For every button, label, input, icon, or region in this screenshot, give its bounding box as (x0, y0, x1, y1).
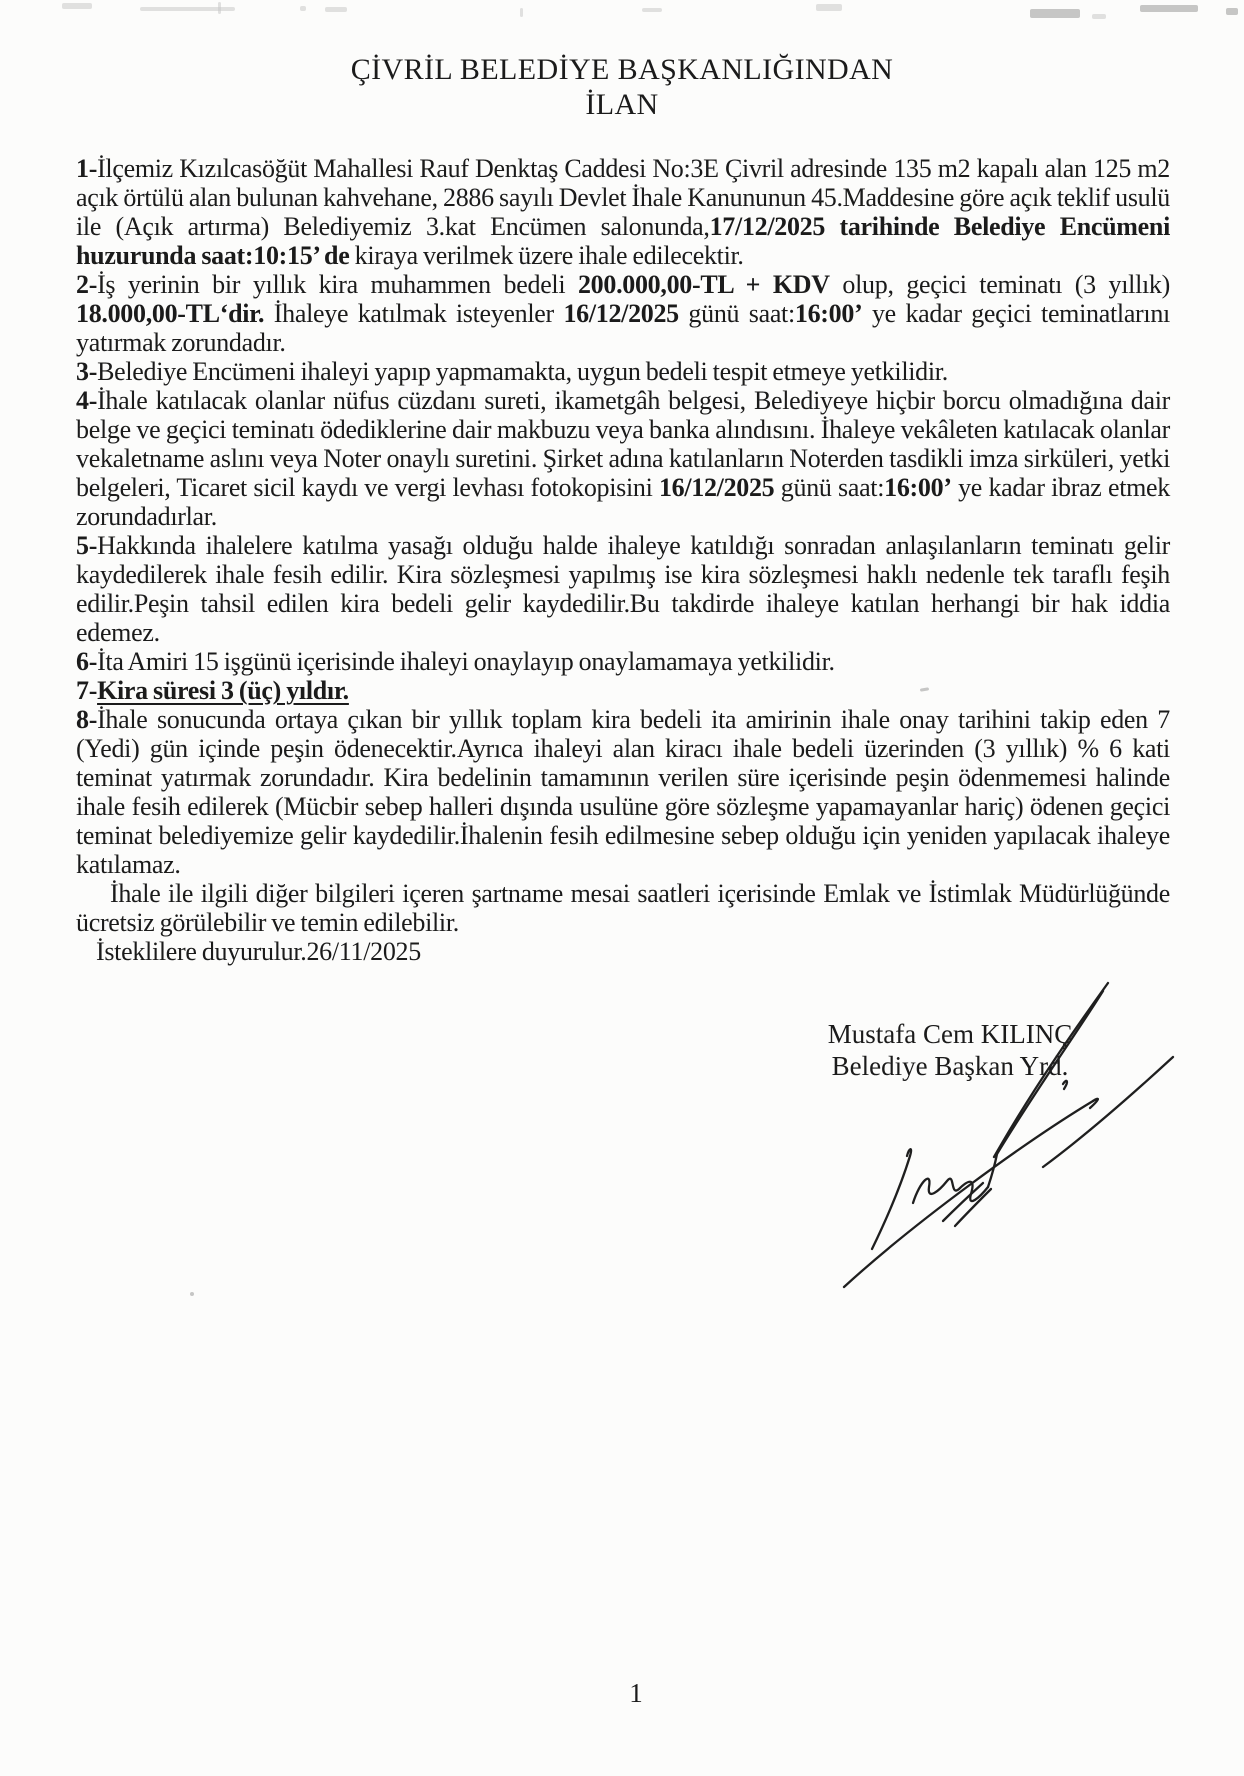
paragraph (76, 647, 1170, 676)
text-run: Belediye Encümeni ihaleyi yapıp yapmamakta, uygun bedeli tespit etmeye yetkilidir. (97, 357, 948, 386)
scan-artifact (816, 4, 842, 11)
paragraph (76, 531, 1170, 647)
scan-artifact (190, 1292, 194, 1296)
text-run: 200.000,00-TL + KDV (577, 270, 830, 299)
text-run: 17/12/2025 tarihinde Belediye Encümeni huzurunda saat:10:15’ de (76, 212, 1170, 270)
text-run: ye kadar ibraz etmek zorundadırlar. (76, 473, 1170, 531)
text-run: İlçemiz Kızılcasöğüt Mahallesi Rauf Denktaş Caddesi No:3E Çivril adresinde 135 m2 kapalı alan 125 m2 açık örtülü alan bulunan kahvehane, 2886 sayılı Devlet İhale Kanununun 45.Maddesine göre açık teklif usulü ile (Açık artırma) Belediyemiz 3.kat Encümen salonunda, (76, 154, 1170, 241)
text-run: İta Amiri 15 işgünü içerisinde ihaleyi onaylayıp onaylamamaya yetkilidir. (97, 647, 835, 676)
signatory-title: Belediye Başkan Yrd. (831, 1051, 1069, 1081)
document-body (76, 154, 1170, 966)
scan-artifact (1140, 5, 1198, 12)
text-run: günü saat: (774, 473, 885, 502)
text-run: günü saat: (678, 299, 795, 328)
text-run: 18.000,00-TL‘dir. (76, 299, 265, 328)
text-run: 1- (76, 154, 98, 183)
scan-artifact (642, 8, 662, 12)
signatory-name: Mustafa Cem KILINÇ (827, 1019, 1073, 1049)
text-run: Hakkında ihalelere katılma yasağı olduğu halde ihaleye katıldığı sonradan anlaşılanların teminatı gelir kaydedilerek ihale fesih edilir. Kira sözleşmesi yapılmış ise kira sözleşmesi haklı nedenle tek taraflı feşih edilir.Peşin tahsil edilen kira bedeli gelir kaydedilir.Bu takdirde ihaleye katılan herhangi bir hak iddia edemez. (76, 531, 1170, 647)
scan-artifact (1226, 8, 1238, 15)
text-run: 16/12/2025 (658, 473, 775, 502)
text-run: İş yerinin bir yıllık kira muhammen bedeli (97, 270, 578, 299)
text-run: İhaleye katılmak isteyenler (264, 299, 564, 328)
document-header (76, 52, 1168, 122)
text-run: kiraya verilmek üzere ihale edilecektir. (354, 241, 744, 270)
text-run: 7- (76, 676, 98, 705)
text-run: İhale sonucunda ortaya çıkan bir yıllık toplam kira bedeli ita amirinin ihale onay tarihini takip eden 7 (Yedi) gün içinde peşin ödenecektir.Ayrıca ihaleyi alan kiracı ihale bedeli üzerinden (3 yıllık) % 6 kati teminat yatırmak zorundadır. Kira bedelinin tamamının verilen süre içerisinde peşin ödenmemesi halinde ihale fesih edilerek (Mücbir sebep halleri dışında usulüne göre sözleşme yapamayanlar hariç) ödenen geçici teminat belediyemize gelir kaydedilir.İhalenin fesih edilmesine sebep olduğu için yeniden yapılacak ihaleye katılamaz. (76, 705, 1170, 879)
paragraph (76, 676, 1170, 705)
scan-artifact (300, 6, 306, 11)
paragraph (76, 879, 1170, 937)
text-run: Kira süresi 3 (üç) yıldır. (97, 676, 349, 705)
scan-artifact (1092, 14, 1106, 19)
scan-artifact (1030, 9, 1080, 18)
page-number: 1 (629, 1678, 643, 1708)
text-run: 8- (76, 705, 98, 734)
text-run: İhale ile ilgili diğer bilgileri içeren şartname mesai saatleri içerisinde Emlak ve İstimlak Müdürlüğünde ücretsiz görülebilir ve temin edilebilir. (76, 879, 1170, 937)
document-subtitle: İLAN (585, 88, 659, 121)
text-run: 16/12/2025 (563, 299, 679, 328)
handwritten-signature-icon (780, 950, 1200, 1310)
paragraph (76, 270, 1170, 357)
text-run: ye kadar geçici teminatlarını yatırmak zorundadır. (76, 299, 1170, 357)
paragraph (76, 705, 1170, 879)
text-run: 3- (76, 357, 98, 386)
scan-artifact (325, 7, 347, 12)
paragraph (76, 386, 1170, 531)
scan-artifact (218, 2, 221, 14)
document-title: ÇİVRİL BELEDİYE BAŞKANLIĞINDAN (350, 53, 894, 86)
text-run: olup, geçici teminatı (3 yıllık) (829, 270, 1170, 299)
text-run: İhale katılacak olanlar nüfus cüzdanı sureti, ikametgâh belgesi, Belediyeye hiçbir borcu olmadığına dair belge ve geçici teminatı ödediklerine dair makbuzu veya banka alındısını. İhaleye vekâleten katılacak olanlar vekaletname aslını veya Noter onaylı suretini. Şirket adına katılanların Noterden tasdikli imza sirküleri, yetki belgeleri, Ticaret sicil kaydı ve vergi levhası fotokopisini (76, 386, 1170, 502)
paragraph (76, 154, 1170, 270)
text-run: 4- (76, 386, 98, 415)
text-run: 16:00’ (794, 299, 863, 328)
text-run: 5- (76, 531, 98, 560)
text-run: 2- (76, 270, 98, 299)
scan-artifact (62, 3, 92, 9)
text-run: İsteklilere duyurulur.26/11/2025 (96, 937, 421, 966)
text-run: 16:00’ (884, 473, 952, 502)
text-run: 6- (76, 647, 98, 676)
scan-artifact (520, 8, 523, 17)
paragraph (76, 357, 1170, 386)
